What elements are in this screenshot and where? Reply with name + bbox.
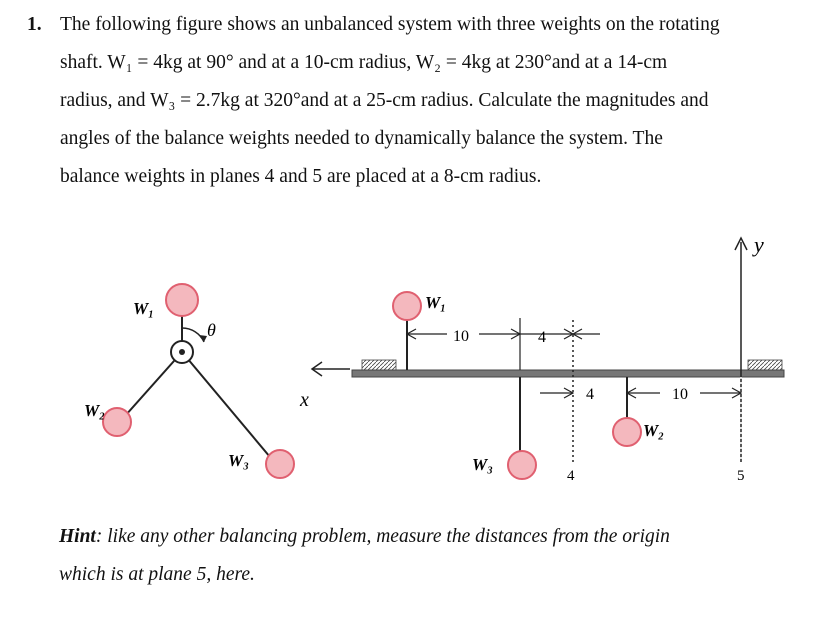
end-label-w1: W₁	[133, 299, 155, 318]
dim-4-bottom: 4	[586, 386, 594, 403]
x-axis-label: x	[300, 389, 309, 411]
end-mass-w1	[166, 284, 198, 316]
side-mass-w2	[613, 418, 641, 446]
bearing-left	[362, 360, 396, 370]
theta-label: θ	[207, 320, 216, 340]
dim-10-bottom: 10	[672, 386, 688, 403]
dim-10-top: 10	[453, 328, 469, 345]
end-mass-w2	[103, 408, 131, 436]
bearing-right	[748, 360, 782, 370]
problem-line-3: radius, and W₃ = 2.7kg at 320°and at a 25-cm radius. Calculate the magnitudes and	[60, 90, 709, 111]
hint-label: Hint	[59, 526, 96, 547]
x-axis-arrow	[299, 362, 350, 411]
y-axis-label: y	[754, 232, 764, 257]
side-label-w3: W₃	[472, 455, 494, 474]
end-view	[84, 284, 294, 478]
hint-text	[59, 518, 670, 594]
side-view	[352, 232, 784, 484]
side-mass-w1	[393, 292, 421, 320]
shaft	[352, 370, 784, 377]
end-mass-w3	[266, 450, 294, 478]
plane-4-label: 4	[567, 468, 575, 484]
balancing-figure	[0, 222, 815, 502]
end-label-w2: W₂	[84, 401, 106, 420]
side-mass-w3	[508, 451, 536, 479]
hint-body-2: which is at plane 5, here.	[59, 564, 255, 585]
side-label-w1: W₁	[425, 293, 447, 312]
hint-body: : like any other balancing problem, measure the distances from the origin	[95, 526, 670, 547]
end-label-w3: W₃	[228, 451, 250, 470]
dim-4-top: 4	[538, 329, 546, 346]
problem-line-4: angles of the balance weights needed to dynamically balance the system. The	[60, 128, 663, 149]
problem-line-2: shaft. W₁ = 4kg at 90° and at a 10-cm radius, W₂ = 4kg at 230°and at a 14-cm	[60, 52, 668, 73]
side-label-w2: W₂	[643, 421, 665, 440]
problem-number: 1.	[27, 14, 42, 35]
problem-line-1: The following figure shows an unbalanced system with three weights on the rotating	[60, 14, 720, 35]
plane-5-label: 5	[737, 468, 745, 484]
problem-line-5: balance weights in planes 4 and 5 are placed at a 8-cm radius.	[60, 166, 542, 187]
